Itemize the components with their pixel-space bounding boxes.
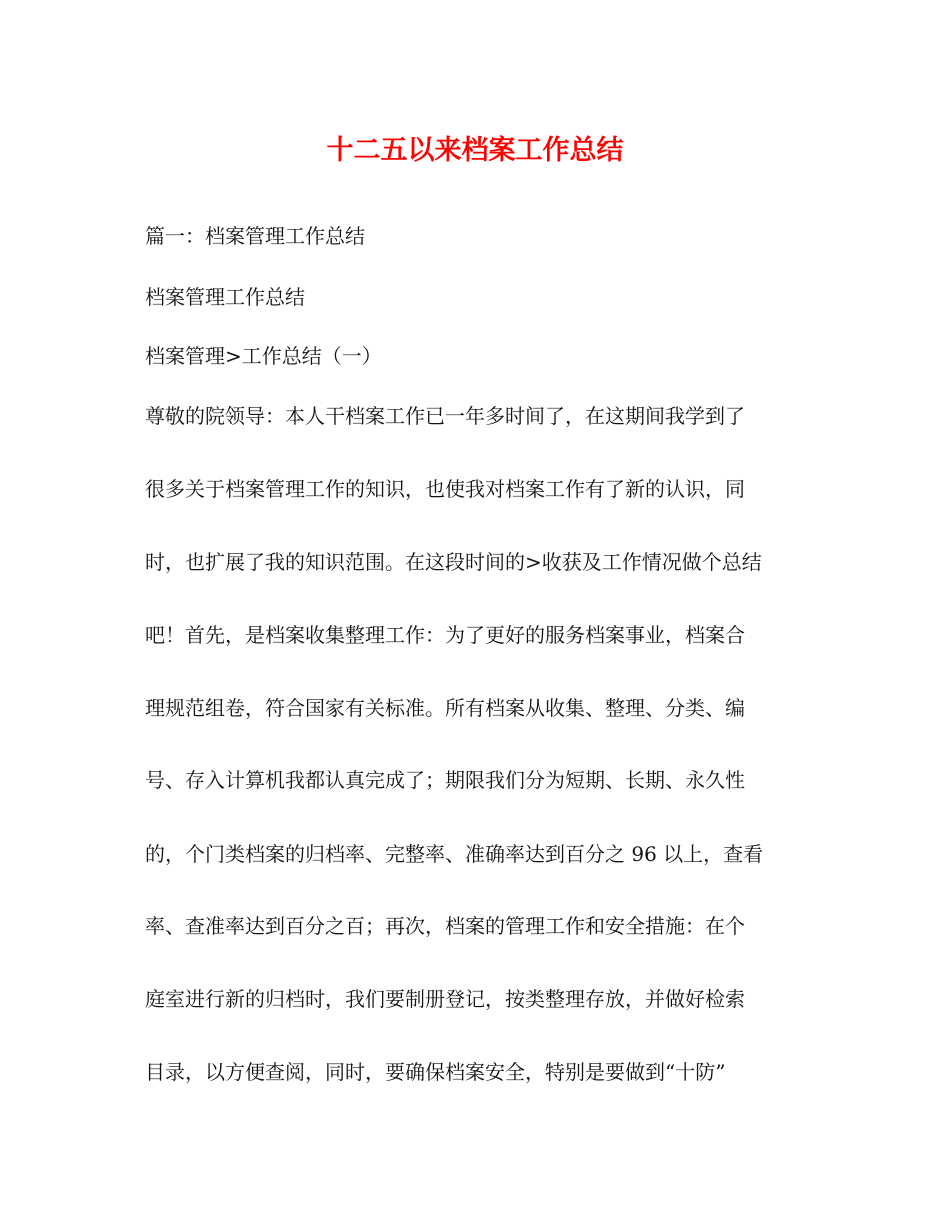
body-line: 尊敬的院领导：本人干档案工作已一年多时间了，在这期间我学到了: [145, 404, 745, 428]
body-line: 吧！首先，是档案收集整理工作：为了更好的服务档案事业，档案合: [145, 623, 745, 647]
body-line: 率、查准率达到百分之百；再次，档案的管理工作和安全措施：在个: [145, 914, 745, 938]
body-line: 庭室进行新的归档时，我们要制册登记，按类整理存放，并做好检索: [145, 987, 745, 1011]
body-line: 时，也扩展了我的知识范围。在这段时间的>收获及工作情况做个总结: [145, 550, 762, 574]
document-title: 十二五以来档案工作总结: [326, 135, 624, 166]
body-line: 的，个门类档案的归档率、完整率、准确率达到百分之 96 以上，查看: [145, 842, 764, 866]
subsection-heading: 档案管理工作总结: [145, 285, 305, 309]
body-line: 目录，以方便查阅，同时，要确保档案安全，特别是要做到“十防”: [145, 1060, 726, 1084]
body-line: 很多关于档案管理工作的知识，也使我对档案工作有了新的认识，同: [145, 477, 745, 501]
body-line: 号、存入计算机我都认真完成了；期限我们分为短期、长期、永久性: [145, 768, 745, 792]
section-heading: 篇一：档案管理工作总结: [145, 224, 365, 248]
body-line: 理规范组卷，符合国家有关标准。所有档案从收集、整理、分类、编: [145, 696, 745, 720]
subsection-subheading: 档案管理>工作总结（一）: [145, 344, 382, 368]
